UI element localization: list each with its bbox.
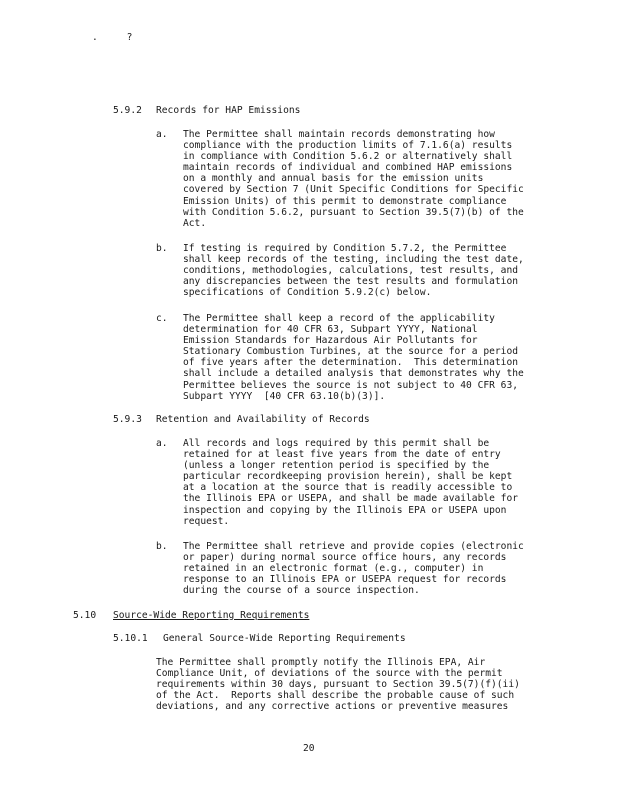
item-paragraph: All records and logs required by this permit shall be retained for at least five years from the date of entry (unless a longer retention period is specified by the particular recordkeeping provision herein), shall be kept at a location at the source that is readily accessible to the Illinois EPA or USEPA, and shall be made available for inspection and copying by the Illinois EPA or USEPA upon request. bbox=[183, 438, 519, 527]
item-paragraph: The Permittee shall keep a record of the applicability determination for 40 CFR 63, Subpart YYYY, National Emission Standards for Hazardous Air Pollutants for Stationary Combustion Turbines, at the source for a period of five years after the determination. This determination shall include a detailed analysis that demonstrates why the Permittee believes the source is not subject to 40 CFR 63, Subpart YYYY [40 CFR 63.10(b)(3)]. bbox=[183, 313, 524, 402]
section-5-9-2-title: Records for HAP Emissions bbox=[156, 105, 301, 116]
item-label: a. bbox=[156, 438, 168, 449]
item-label: a. bbox=[156, 129, 168, 140]
section-5-9-3-number: 5.9.3 bbox=[113, 414, 142, 425]
section-5-9-3-title: Retention and Availability of Records bbox=[156, 414, 370, 425]
item-paragraph: The Permittee shall retrieve and provide copies (electronic or paper) during normal source office hours, any records retained in an electronic format (e.g., computer) in response to an Illinois EPA or USEPA request for records during the course of a source inspection. bbox=[183, 541, 524, 597]
item-paragraph: If testing is required by Condition 5.7.2, the Permittee shall keep records of the testing, including the test date, conditions, methodologies, calculations, test results, and any discrepancies between the test results and formulation specifications of Condition 5.9.2(c) below. bbox=[183, 243, 524, 299]
item-paragraph: The Permittee shall maintain records demonstrating how compliance with the production limits of 7.1.6(a) results in compliance with Condition 5.6.2 or alternatively shall maintain records of individual and combined HAP emissions on a monthly and annual basis for the emission units covered by Section 7 (Unit Specific Conditions for Specific Emission Units) of this permit to demonstrate compliance with Condition 5.6.2, pursuant to Section 39.5(7)(b) of the Act. bbox=[183, 129, 524, 229]
section-5-9-2-number: 5.9.2 bbox=[113, 105, 142, 116]
section-5-10-number: 5.10 bbox=[73, 610, 97, 621]
item-label: b. bbox=[156, 541, 168, 552]
header-mark: . ? bbox=[92, 32, 133, 43]
item-label: b. bbox=[156, 243, 168, 254]
section-5-10-1-number: 5.10.1 bbox=[113, 633, 148, 644]
section-5-10-title: Source-Wide Reporting Requirements bbox=[113, 610, 310, 621]
page-number: 20 bbox=[303, 743, 315, 754]
section-5-10-1-paragraph: The Permittee shall promptly notify the Illinois EPA, Air Compliance Unit, of deviations of the source with the permit requirements within 30 days, pursuant to Section 39.5(7)(f)(ii) of the Act. Reports shall describe the probable cause of such deviations, and any corrective actions or preventive measures bbox=[156, 657, 520, 713]
item-label: c. bbox=[156, 313, 168, 324]
section-5-10-1-title: General Source-Wide Reporting Requirements bbox=[163, 633, 406, 644]
